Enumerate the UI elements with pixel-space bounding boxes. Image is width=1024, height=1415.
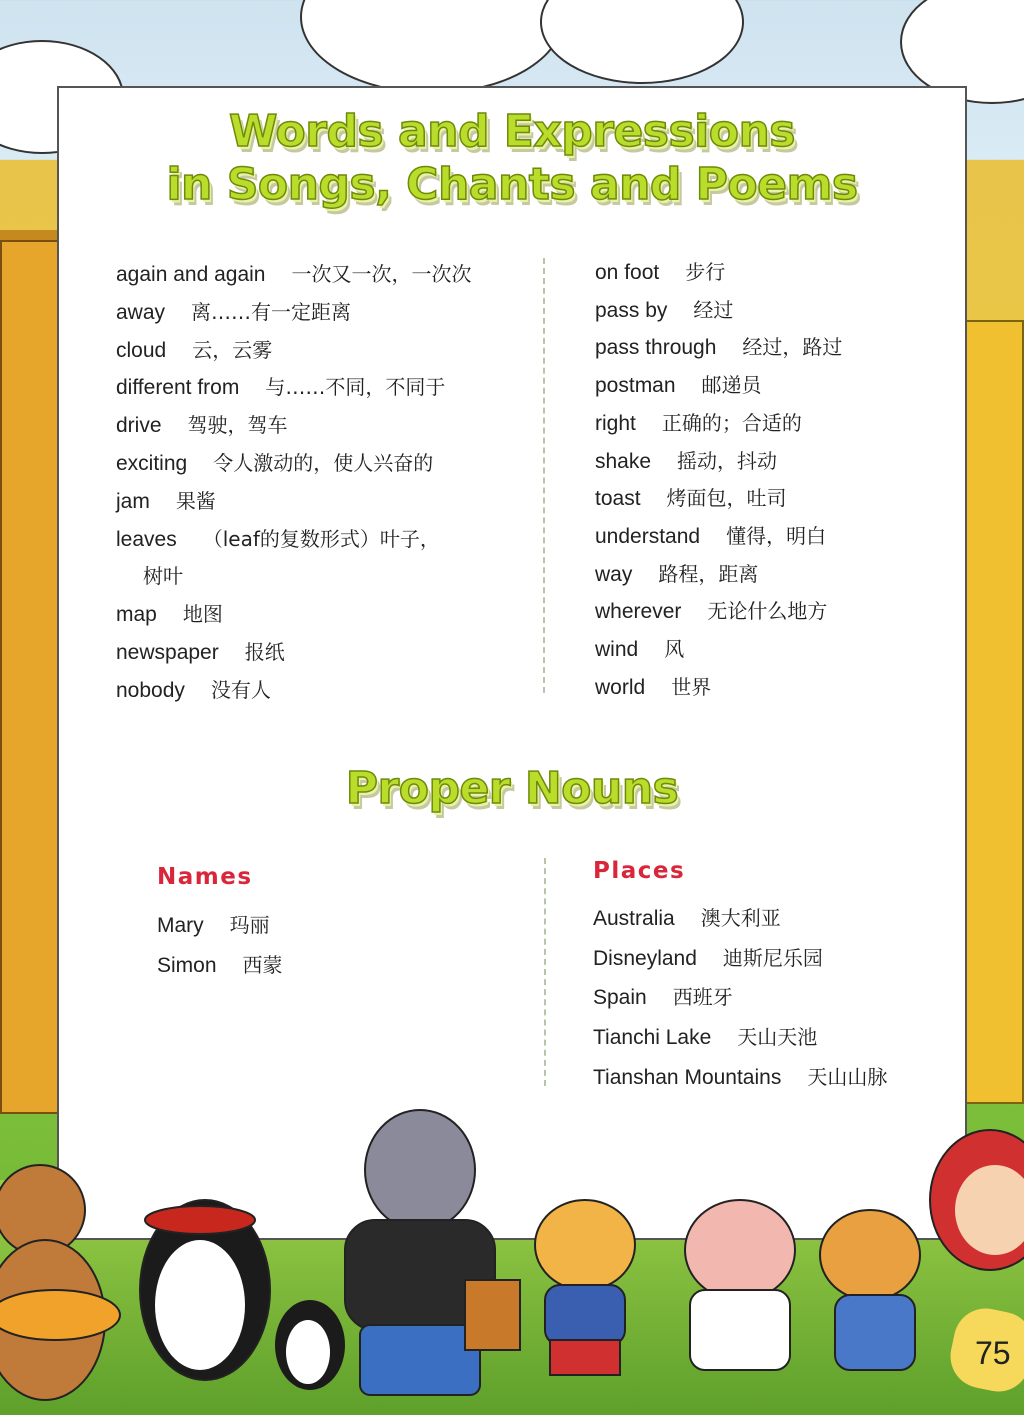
chinese-meaning: （leaf的复数形式）叶子， <box>202 526 440 551</box>
english-term: nobody <box>116 678 185 702</box>
vocab-entry <box>593 981 733 1010</box>
vocab-entry <box>116 409 288 438</box>
page-number: 75 <box>975 1335 1011 1371</box>
proper-nouns-title: Proper Nouns <box>345 763 679 814</box>
chinese-meaning: 西班牙 <box>672 985 733 1010</box>
chinese-meaning: 果酱 <box>175 488 216 513</box>
vocab-entry <box>116 636 285 665</box>
page-title-line2: in Songs, Chants and Poems <box>166 159 858 210</box>
vocab-entry <box>116 523 440 552</box>
chinese-meaning: 西蒙 <box>242 952 283 977</box>
chinese-meaning: 地图 <box>182 602 223 627</box>
chinese-meaning: 没有人 <box>210 677 271 702</box>
vocab-entry <box>593 942 823 971</box>
english-term: Australia <box>593 907 675 930</box>
chinese-meaning: 天山天池 <box>737 1025 818 1050</box>
chinese-meaning: 无论什么地方 <box>707 599 828 624</box>
page-title-line1: Words and Expressions <box>229 106 795 157</box>
chinese-meaning: 一次又一次，一次次 <box>291 262 472 286</box>
chinese-meaning: 云，云雾 <box>192 337 273 362</box>
chinese-meaning: 正确的；合适的 <box>661 410 802 435</box>
chinese-meaning: 世界 <box>671 674 712 699</box>
chinese-meaning: 天山山脉 <box>807 1064 888 1089</box>
chinese-meaning: 驾驶，驾车 <box>187 413 288 438</box>
english-term: Spain <box>593 986 647 1010</box>
chinese-meaning: 邮递员 <box>701 373 762 398</box>
chinese-meaning: 懂得，明白 <box>726 523 827 548</box>
chinese-meaning: 经过 <box>693 297 734 322</box>
vocab-entry <box>116 598 223 627</box>
wolf-character-icon <box>345 1110 520 1395</box>
column-divider <box>543 258 545 693</box>
vocab-entry <box>595 482 787 511</box>
english-term: way <box>595 562 633 586</box>
cloud-decoration <box>540 0 744 84</box>
english-term: away <box>116 300 166 324</box>
chinese-meaning: 路程，距离 <box>658 561 759 586</box>
english-term: Tianshan Mountains <box>593 1065 782 1089</box>
english-term: exciting <box>116 452 188 475</box>
vocab-entry <box>595 256 725 285</box>
english-term: Mary <box>157 914 204 937</box>
vocab-entry <box>116 258 471 287</box>
english-term: wind <box>595 638 639 661</box>
english-term: postman <box>595 374 676 398</box>
vocab-entry <box>595 407 802 436</box>
chinese-meaning: 迪斯尼乐园 <box>722 945 823 970</box>
english-term: shake <box>595 449 652 473</box>
vocab-entry <box>595 369 762 398</box>
english-term: Simon <box>157 953 217 977</box>
vocab-entry <box>116 371 445 400</box>
vocab-entry <box>595 294 733 323</box>
bear-character-icon <box>0 1165 120 1400</box>
english-term: drive <box>116 414 162 438</box>
vocab-entry <box>593 902 781 931</box>
vocab-entry <box>595 671 711 700</box>
cloud-decoration <box>300 0 564 94</box>
english-term: wherever <box>595 600 682 624</box>
column-divider <box>544 858 546 1086</box>
english-term: on foot <box>595 261 660 284</box>
vocab-entry <box>593 1061 887 1090</box>
cat-character-icon <box>535 1200 635 1375</box>
pig-character-icon <box>685 1200 795 1370</box>
english-term: Disneyland <box>593 946 697 970</box>
cartoon-characters-illustration <box>0 1090 1024 1415</box>
chinese-meaning: 报纸 <box>244 640 285 664</box>
chinese-meaning: 步行 <box>685 260 726 284</box>
english-term: right <box>595 411 636 435</box>
vocab-entry <box>157 909 270 938</box>
english-term: toast <box>595 487 641 511</box>
english-term: understand <box>595 524 701 548</box>
vocab-entry <box>116 296 351 325</box>
chinese-meaning: 树叶 <box>143 564 183 589</box>
chinese-meaning: 离……有一定距离 <box>191 299 352 324</box>
mouse-character-icon <box>820 1210 920 1370</box>
chinese-meaning: 风 <box>664 637 685 661</box>
vocab-entry <box>593 1021 817 1050</box>
english-term: map <box>116 603 157 627</box>
names-heading: Names <box>157 864 253 890</box>
vocab-entry <box>116 674 271 703</box>
chinese-meaning: 摇动，抖动 <box>677 448 778 473</box>
vocab-entry <box>595 520 826 549</box>
chinese-meaning: 与……不同，不同于 <box>265 375 446 400</box>
vocab-entry <box>116 447 433 476</box>
chinese-meaning: 烤面包，吐司 <box>666 486 787 511</box>
red-hood-girl-character-icon <box>930 1130 1024 1270</box>
vocab-entry <box>595 633 684 662</box>
vocab-entry <box>595 595 827 624</box>
english-term: different from <box>116 376 240 400</box>
english-term: world <box>595 675 646 699</box>
english-term: Tianchi Lake <box>593 1026 712 1050</box>
english-term: again and again <box>116 263 266 286</box>
vocab-entry <box>116 334 272 363</box>
places-heading: Places <box>593 858 686 884</box>
vocab-entry <box>116 485 216 514</box>
vocab-entry <box>595 445 777 474</box>
english-term: pass through <box>595 336 717 360</box>
english-term: pass by <box>595 298 668 322</box>
chinese-meaning: 玛丽 <box>229 913 270 937</box>
chinese-meaning: 令人激动的，使人兴奋的 <box>213 451 434 475</box>
english-term: leaves <box>116 527 177 551</box>
chinese-meaning: 澳大利亚 <box>700 906 781 930</box>
vocab-entry <box>595 558 758 587</box>
english-term: newspaper <box>116 641 219 664</box>
english-term: cloud <box>116 338 167 362</box>
vocab-entry <box>595 331 842 360</box>
english-term: jam <box>116 489 150 513</box>
vocab-entry <box>157 949 283 978</box>
vocab-entry <box>143 560 183 589</box>
chinese-meaning: 经过，路过 <box>742 335 843 360</box>
penguin-character-icon <box>140 1200 345 1390</box>
